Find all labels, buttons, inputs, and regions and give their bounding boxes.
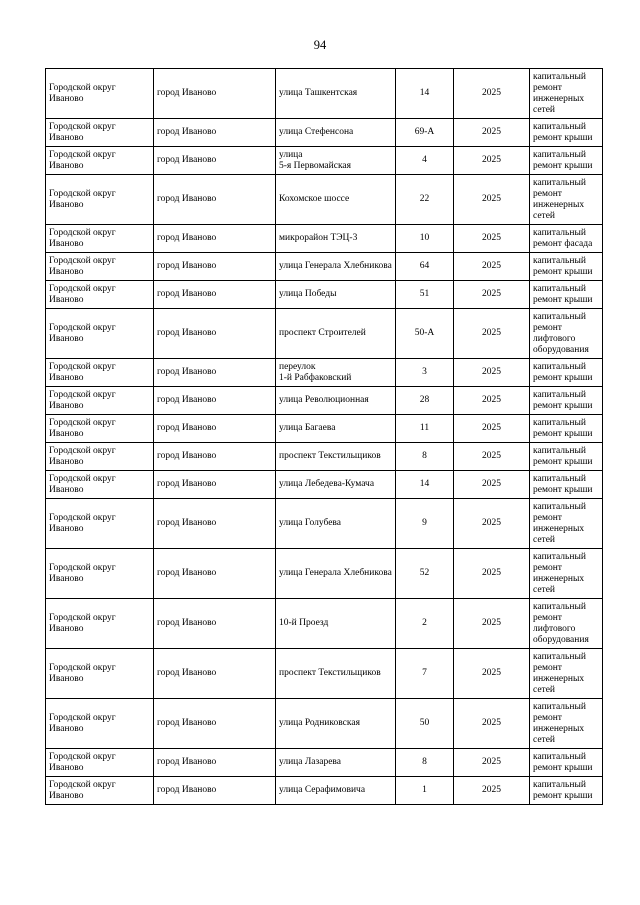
table-row — [46, 471, 603, 499]
city-cell: город Иваново — [154, 147, 276, 175]
year-cell: 2025 — [454, 225, 530, 253]
year-cell: 2025 — [454, 119, 530, 147]
city-cell: город Иваново — [154, 499, 276, 549]
year-cell: 2025 — [454, 69, 530, 119]
city-cell: город Иваново — [154, 281, 276, 309]
city-cell: город Иваново — [154, 175, 276, 225]
work-type-cell: капитальный ремонт крыши — [530, 253, 603, 281]
street-cell: микрорайон ТЭЦ-3 — [276, 225, 396, 253]
city-cell: город Иваново — [154, 119, 276, 147]
work-type-cell: капитальный ремонт инженерных сетей — [530, 69, 603, 119]
house-number-cell: 51 — [396, 281, 454, 309]
work-type-cell: капитальный ремонт крыши — [530, 147, 603, 175]
table-row — [46, 225, 603, 253]
city-cell: город Иваново — [154, 471, 276, 499]
city-cell: город Иваново — [154, 777, 276, 805]
work-type-cell: капитальный ремонт фасада — [530, 225, 603, 253]
year-cell: 2025 — [454, 499, 530, 549]
house-number-cell: 8 — [396, 749, 454, 777]
work-type-cell: капитальный ремонт инженерных сетей — [530, 649, 603, 699]
house-number-cell: 10 — [396, 225, 454, 253]
table-row — [46, 359, 603, 387]
work-type-cell: капитальный ремонт крыши — [530, 387, 603, 415]
house-number-cell: 52 — [396, 549, 454, 599]
house-number-cell: 4 — [396, 147, 454, 175]
street-cell: улица Багаева — [276, 415, 396, 443]
district-cell: Городской округ Иваново — [46, 253, 154, 281]
work-type-cell: капитальный ремонт крыши — [530, 415, 603, 443]
year-cell: 2025 — [454, 777, 530, 805]
district-cell: Городской округ Иваново — [46, 147, 154, 175]
work-type-cell: капитальный ремонт крыши — [530, 471, 603, 499]
year-cell: 2025 — [454, 309, 530, 359]
city-cell: город Иваново — [154, 387, 276, 415]
street-cell: улица Голубева — [276, 499, 396, 549]
district-cell: Городской округ Иваново — [46, 499, 154, 549]
house-number-cell: 64 — [396, 253, 454, 281]
district-cell: Городской округ Иваново — [46, 359, 154, 387]
house-number-cell: 50-А — [396, 309, 454, 359]
house-number-cell: 22 — [396, 175, 454, 225]
city-cell: город Иваново — [154, 699, 276, 749]
work-type-cell: капитальный ремонт лифтового оборудования — [530, 599, 603, 649]
table-row — [46, 119, 603, 147]
street-cell: Кохомское шоссе — [276, 175, 396, 225]
table-row — [46, 443, 603, 471]
street-cell: проспект Строителей — [276, 309, 396, 359]
table-row — [46, 499, 603, 549]
street-cell: улица Серафимовича — [276, 777, 396, 805]
district-cell: Городской округ Иваново — [46, 777, 154, 805]
house-number-cell: 1 — [396, 777, 454, 805]
table-row — [46, 649, 603, 699]
work-type-cell: капитальный ремонт инженерных сетей — [530, 175, 603, 225]
work-type-cell: капитальный ремонт лифтового оборудования — [530, 309, 603, 359]
street-cell: переулок 1-й Рабфаковский — [276, 359, 396, 387]
house-number-cell: 69-А — [396, 119, 454, 147]
city-cell: город Иваново — [154, 415, 276, 443]
house-number-cell: 3 — [396, 359, 454, 387]
district-cell: Городской округ Иваново — [46, 387, 154, 415]
page-number: 94 — [313, 38, 327, 52]
district-cell: Городской округ Иваново — [46, 69, 154, 119]
table-row — [46, 175, 603, 225]
street-cell: улица Лазарева — [276, 749, 396, 777]
district-cell: Городской округ Иваново — [46, 471, 154, 499]
city-cell: город Иваново — [154, 443, 276, 471]
work-type-cell: капитальный ремонт крыши — [530, 777, 603, 805]
table-row — [46, 749, 603, 777]
street-cell: улица Ташкентская — [276, 69, 396, 119]
table-row — [46, 599, 603, 649]
year-cell: 2025 — [454, 699, 530, 749]
district-cell: Городской округ Иваново — [46, 415, 154, 443]
city-cell: город Иваново — [154, 359, 276, 387]
district-cell: Городской округ Иваново — [46, 281, 154, 309]
house-number-cell: 14 — [396, 69, 454, 119]
city-cell: город Иваново — [154, 225, 276, 253]
city-cell: город Иваново — [154, 749, 276, 777]
table-row — [46, 549, 603, 599]
street-cell: проспект Текстильщиков — [276, 443, 396, 471]
street-cell: проспект Текстильщиков — [276, 649, 396, 699]
district-cell: Городской округ Иваново — [46, 175, 154, 225]
year-cell: 2025 — [454, 443, 530, 471]
city-cell: город Иваново — [154, 253, 276, 281]
district-cell: Городской округ Иваново — [46, 225, 154, 253]
work-type-cell: капитальный ремонт крыши — [530, 281, 603, 309]
house-number-cell: 28 — [396, 387, 454, 415]
repair-registry-table — [45, 68, 603, 805]
table-row — [46, 253, 603, 281]
table-row — [46, 387, 603, 415]
table-row — [46, 415, 603, 443]
table-row — [46, 777, 603, 805]
house-number-cell: 50 — [396, 699, 454, 749]
year-cell: 2025 — [454, 147, 530, 175]
district-cell: Городской округ Иваново — [46, 119, 154, 147]
street-cell: улица Победы — [276, 281, 396, 309]
city-cell: город Иваново — [154, 649, 276, 699]
year-cell: 2025 — [454, 471, 530, 499]
district-cell: Городской округ Иваново — [46, 649, 154, 699]
year-cell: 2025 — [454, 359, 530, 387]
district-cell: Городской округ Иваново — [46, 443, 154, 471]
street-cell: улица Родниковская — [276, 699, 396, 749]
house-number-cell: 8 — [396, 443, 454, 471]
work-type-cell: капитальный ремонт крыши — [530, 443, 603, 471]
work-type-cell: капитальный ремонт инженерных сетей — [530, 549, 603, 599]
street-cell: улица Генерала Хлебникова — [276, 549, 396, 599]
work-type-cell: капитальный ремонт инженерных сетей — [530, 699, 603, 749]
city-cell: город Иваново — [154, 69, 276, 119]
house-number-cell: 7 — [396, 649, 454, 699]
year-cell: 2025 — [454, 549, 530, 599]
year-cell: 2025 — [454, 749, 530, 777]
district-cell: Городской округ Иваново — [46, 599, 154, 649]
year-cell: 2025 — [454, 175, 530, 225]
table-body — [46, 69, 603, 805]
table-row — [46, 147, 603, 175]
district-cell: Городской округ Иваново — [46, 549, 154, 599]
table-row — [46, 699, 603, 749]
house-number-cell: 11 — [396, 415, 454, 443]
year-cell: 2025 — [454, 281, 530, 309]
work-type-cell: капитальный ремонт инженерных сетей — [530, 499, 603, 549]
work-type-cell: капитальный ремонт крыши — [530, 119, 603, 147]
year-cell: 2025 — [454, 387, 530, 415]
house-number-cell: 14 — [396, 471, 454, 499]
street-cell: 10-й Проезд — [276, 599, 396, 649]
table-row — [46, 69, 603, 119]
city-cell: город Иваново — [154, 549, 276, 599]
street-cell: улица Лебедева-Кумача — [276, 471, 396, 499]
year-cell: 2025 — [454, 599, 530, 649]
work-type-cell: капитальный ремонт крыши — [530, 749, 603, 777]
street-cell: улица Стефенсона — [276, 119, 396, 147]
work-type-cell: капитальный ремонт крыши — [530, 359, 603, 387]
street-cell: улица 5-я Первомайская — [276, 147, 396, 175]
house-number-cell: 2 — [396, 599, 454, 649]
street-cell: улица Революционная — [276, 387, 396, 415]
year-cell: 2025 — [454, 649, 530, 699]
year-cell: 2025 — [454, 253, 530, 281]
table-row — [46, 281, 603, 309]
year-cell: 2025 — [454, 415, 530, 443]
district-cell: Городской округ Иваново — [46, 749, 154, 777]
city-cell: город Иваново — [154, 599, 276, 649]
city-cell: город Иваново — [154, 309, 276, 359]
district-cell: Городской округ Иваново — [46, 309, 154, 359]
house-number-cell: 9 — [396, 499, 454, 549]
table-row — [46, 309, 603, 359]
street-cell: улица Генерала Хлебникова — [276, 253, 396, 281]
district-cell: Городской округ Иваново — [46, 699, 154, 749]
